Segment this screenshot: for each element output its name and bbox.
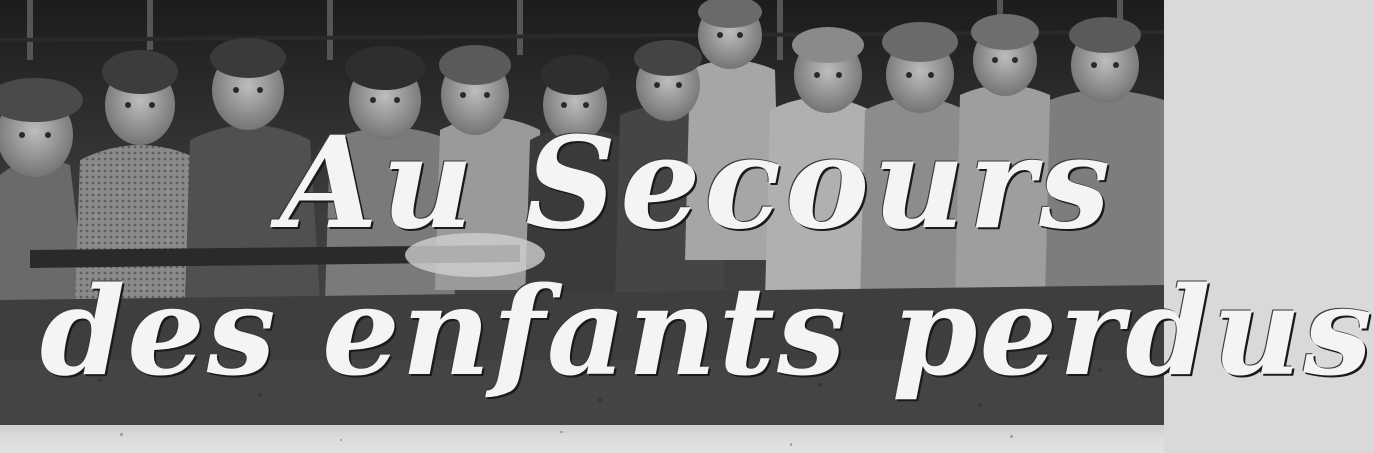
headline-line-1: Au Secours [280, 109, 1115, 257]
paper-strip [0, 425, 1164, 453]
white-cloth [405, 233, 545, 277]
headline-line-2: des enfants perdus [40, 259, 1374, 403]
